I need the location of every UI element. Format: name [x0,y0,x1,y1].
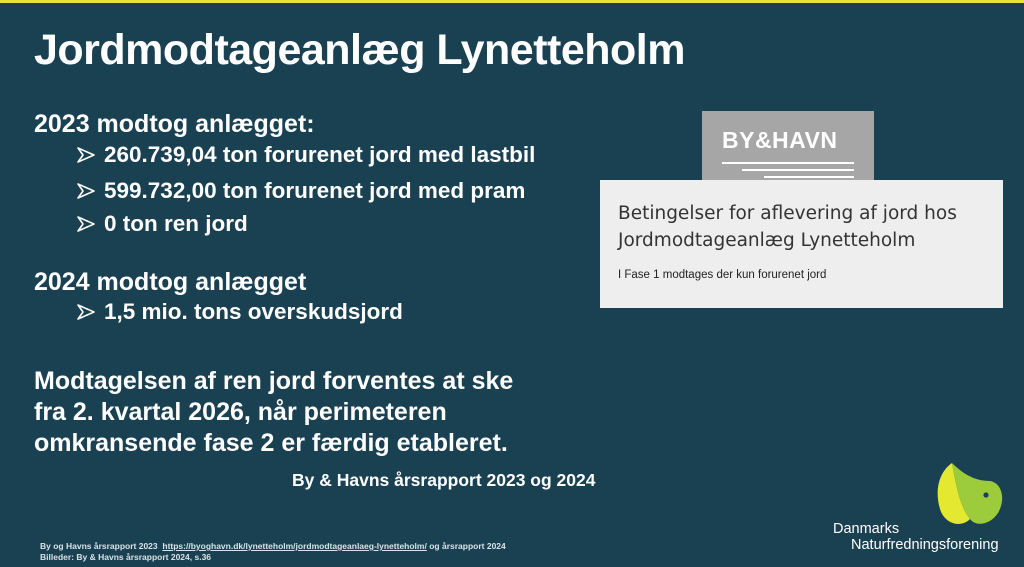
document-title-line: Betingelser for aflevering af jord hos [618,203,957,224]
paragraph-line: Modtagelsen af ren jord forventes at ske [34,367,514,395]
logo-stripe [722,162,854,164]
paragraph-line: omkransende fase 2 er færdig etableret. [34,429,508,457]
footer-line-1 [40,541,506,552]
document-excerpt-image [600,180,1003,308]
arrow-bullet-icon [76,214,96,234]
organization-name [833,521,999,553]
document-subtitle: I Fase 1 modtages der kun forurenet jord [618,269,827,281]
expectation-paragraph [34,366,513,459]
document-title-line: Jordmodtageanlæg Lynetteholm [618,230,916,251]
footer-source-suffix: og årsrapport 2024 [429,541,506,551]
paragraph-line: fra 2. kvartal 2026, når perimeteren [34,398,447,426]
document-title [618,200,957,254]
bullet-2024-overskudsjord [76,299,403,325]
arrow-bullet-icon [76,145,96,165]
bullet-text: 260.739,04 ton forurenet jord med lastbil [104,142,536,167]
arrow-bullet-icon [76,302,96,322]
logo-stripe [764,176,854,178]
heading-2024: 2024 modtog anlægget [34,268,307,296]
slide-title: Jordmodtageanlæg Lynetteholm [34,26,685,74]
bullet-text: 0 ton ren jord [104,211,248,236]
bullet-2023-pram [76,178,525,204]
source-caption: By & Havns årsrapport 2023 og 2024 [292,470,596,490]
top-accent-line [0,0,1024,3]
footer-line-2: Billeder: By & Havns årsrapport 2024, s.36 [40,552,212,562]
organization-name-line-1: Danmarks [833,521,900,537]
bullet-text: 599.732,00 ton forurenet jord med pram [104,178,526,203]
heading-2023: 2023 modtog anlægget: [34,110,315,138]
footer-source-text: By og Havns årsrapport 2023 [40,541,158,551]
bullet-text: 1,5 mio. tons overskudsjord [104,299,403,324]
by-havn-logo-text: BY&HAVN [722,127,838,153]
bullet-2023-ren-jord [76,211,248,237]
bullet-2023-lastbil [76,142,535,168]
logo-stripe [742,169,854,171]
footer-sources [40,541,506,563]
footer-link[interactable]: https://byoghavn.dk/lynetteholm/jordmodtageanlaeg-lynetteholm/ [162,541,427,551]
organization-name-line-2: Naturfredningsforening [851,537,999,553]
arrow-bullet-icon [76,181,96,201]
